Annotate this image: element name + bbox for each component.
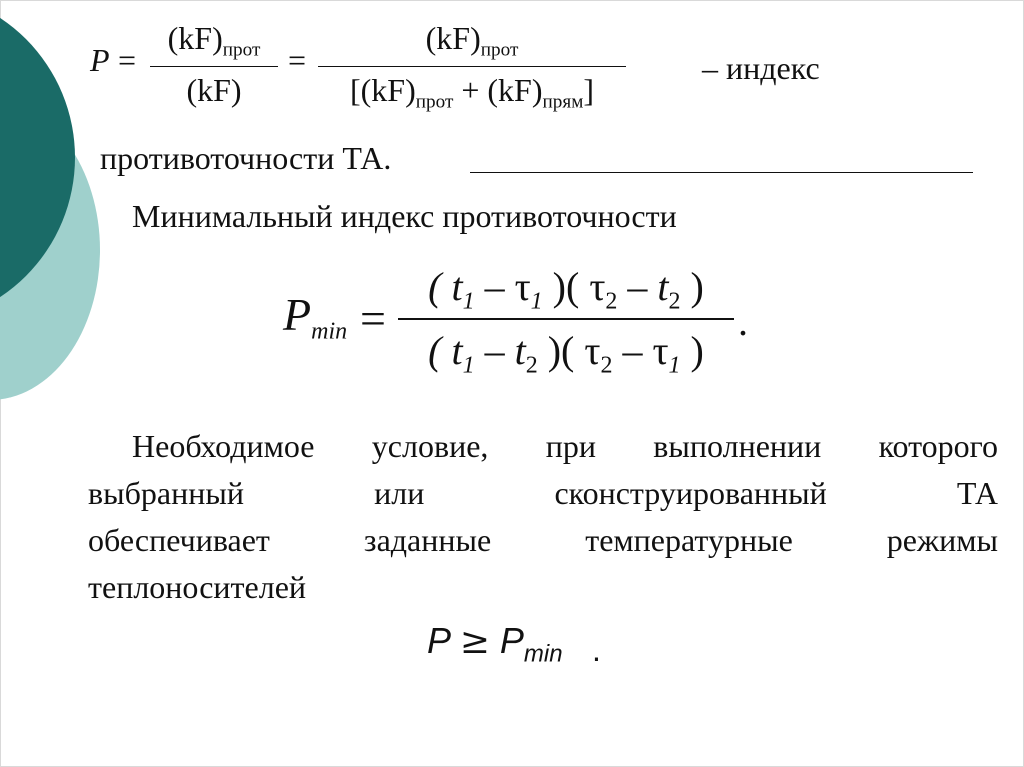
condition-paragraph: [88, 423, 998, 611]
definition-line2: противоточности ТА.: [100, 140, 392, 176]
ineq-pmin-sub: min: [523, 640, 563, 668]
formula-p-eq2: =: [288, 42, 307, 78]
f2-num-sub: прот: [480, 39, 519, 61]
pmin-lhs: $P_{min}$: [283, 289, 348, 345]
formula-p-lhs: P: [90, 42, 110, 78]
min-index-heading: Минимальный индекс противоточности: [132, 198, 677, 234]
ineq-op: ≥: [459, 621, 490, 662]
f1-num: (kF): [167, 20, 223, 56]
pmin-denominator: ( $t_1 - t_2$ )( $\tau_2 - \tau_1$ ): [428, 328, 704, 379]
pmin-numerator: ( $t_1 - \tau_1$ )( $\tau_2 - t_2$ ): [428, 264, 704, 315]
f2-den-sub2: прям: [542, 91, 584, 113]
inequality-dot: .: [592, 632, 601, 668]
condition-row-1: Необходимое условие, при выполнении которого: [132, 428, 998, 464]
formula-p-fraction-1: [150, 10, 278, 110]
condition-row-3: обеспечивает заданные температурные режимы: [88, 522, 998, 558]
f1-num-sub: прот: [222, 39, 261, 61]
condition-row-4: теплоносителей: [88, 569, 307, 605]
definition-suffix: – индекс: [702, 50, 820, 86]
f2-den-close: ]: [583, 72, 594, 108]
f1-den: (kF): [186, 72, 242, 108]
formula-p-fraction-2: [318, 10, 626, 113]
formula-p-eq1: =: [118, 42, 137, 78]
pmin-fraction: [398, 255, 734, 395]
condition-row-2: выбранный или сконструированный ТА: [88, 475, 998, 511]
ineq-pmin: P: [499, 620, 524, 661]
pmin-lhs-sub: min: [311, 318, 348, 345]
f2-den-plus: + (kF): [453, 72, 543, 108]
ineq-p: P: [427, 620, 450, 661]
f2-num: (kF): [425, 20, 481, 56]
underline-rule: [470, 172, 973, 173]
f2-den-open: [(kF): [349, 72, 416, 108]
f2-den-sub1: прот: [415, 91, 454, 113]
pmin-eq: =: [360, 293, 386, 344]
pmin-dot: .: [738, 299, 748, 344]
inequality: [427, 620, 563, 668]
